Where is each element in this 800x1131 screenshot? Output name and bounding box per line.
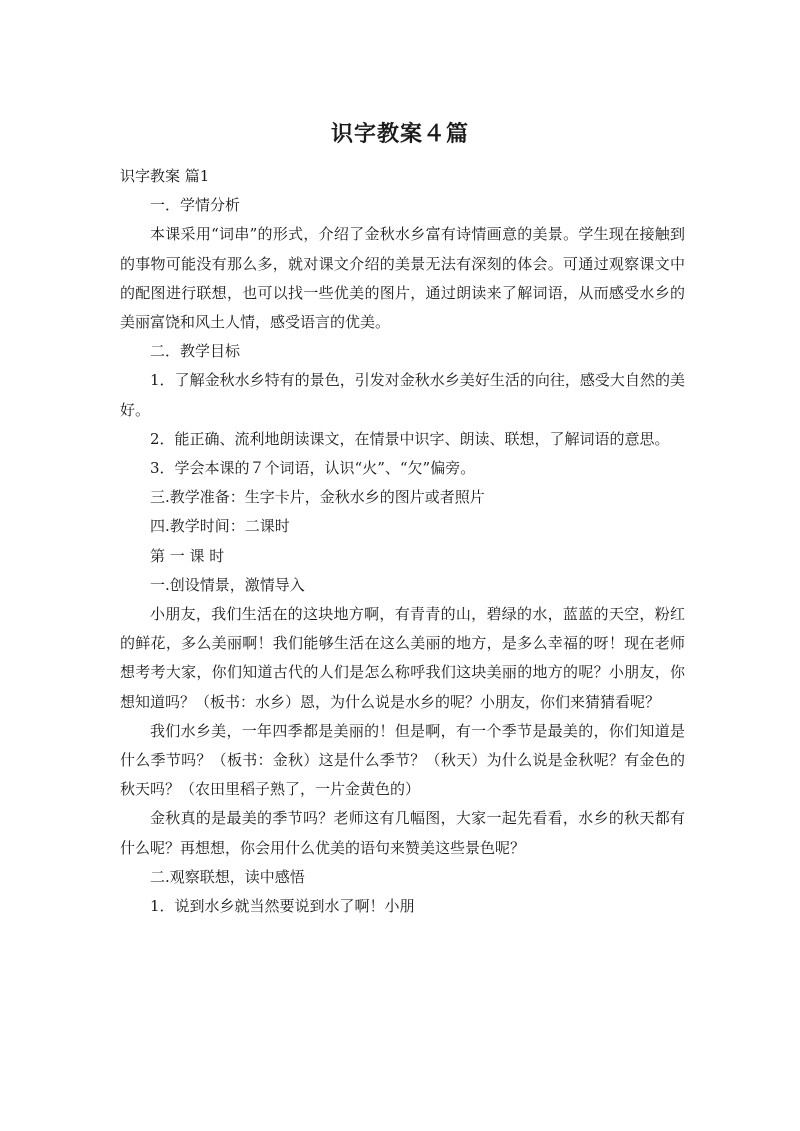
subheading-learning-analysis: 一．学情分析: [150, 196, 241, 215]
step-heading-1: 一.创设情景，激情导入: [150, 575, 305, 594]
goal-item-2: 2．能正确、流利地朗读课文，在情景中识字、朗读、联想，了解词语的意思。: [150, 429, 670, 448]
lesson-heading: 第 一 课 时: [150, 546, 225, 565]
teaching-preparation: 三.教学准备：生字卡片，金秋水乡的图片或者照片: [150, 488, 485, 507]
paragraph-learning-analysis: 本课采用“词串”的形式，介绍了金秋水乡富有诗情画意的美景。学生现在接触到的事物可能没有那么多，就对课文介绍的美景无法有深刻的体会。可通过观察课文中的配图进行联想，也可以找一些优美的图片，通过朗读来了解词语，从而感受水乡的美丽富饶和风土人情，感受语言的优美。: [120, 225, 685, 332]
subheading-teaching-goals: 二．教学目标: [150, 342, 241, 361]
teaching-time: 四.教学时间：二课时: [150, 517, 290, 536]
section-heading: 识字教案 篇1: [120, 167, 210, 185]
step-heading-2: 二.观察联想，读中感悟: [150, 867, 305, 886]
goal-item-3: 3．学会本课的７个词语，认识“火”、“欠”偏旁。: [150, 459, 476, 478]
paragraph-intro: 小朋友，我们生活在的这块地方啊，有青青的山，碧绿的水，蓝蓝的天空，粉红的鲜花，多么美丽啊！我们能够生活在这么美丽的地方，是多么幸福的呀！现在老师想考考大家，你们知道古代的人们是怎么称呼我们这块美丽的地方的呢？小朋友，你想知道吗？（板书：水乡）恩，为什么说是水乡的呢？小朋友，你们来猜猜看呢？: [120, 605, 685, 711]
document-body: [120, 162, 685, 921]
paragraph-autumn: 金秋真的是最美的季节吗？老师这有几幅图，大家一起先看看，水乡的秋天都有什么呢？再想想，你会用什么优美的语句来赞美这些景色呢？: [120, 809, 685, 857]
paragraph-season: 我们水乡美，一年四季都是美丽的！但是啊，有一个季节是最美的，你们知道是什么季节吗？（板书：金秋）这是什么季节？（秋天）为什么说是金秋呢？有金色的秋天吗？（农田里稻子熟了，一片金黄色的）: [120, 721, 685, 799]
paragraph-water: 1．说到水乡就当然要说到水了啊！小朋: [150, 897, 415, 916]
document-title: 识字教案４篇: [330, 122, 469, 147]
goal-item-1: 1．了解金秋水乡特有的景色，引发对金秋水乡美好生活的向往，感受大自然的美好。: [120, 371, 685, 419]
